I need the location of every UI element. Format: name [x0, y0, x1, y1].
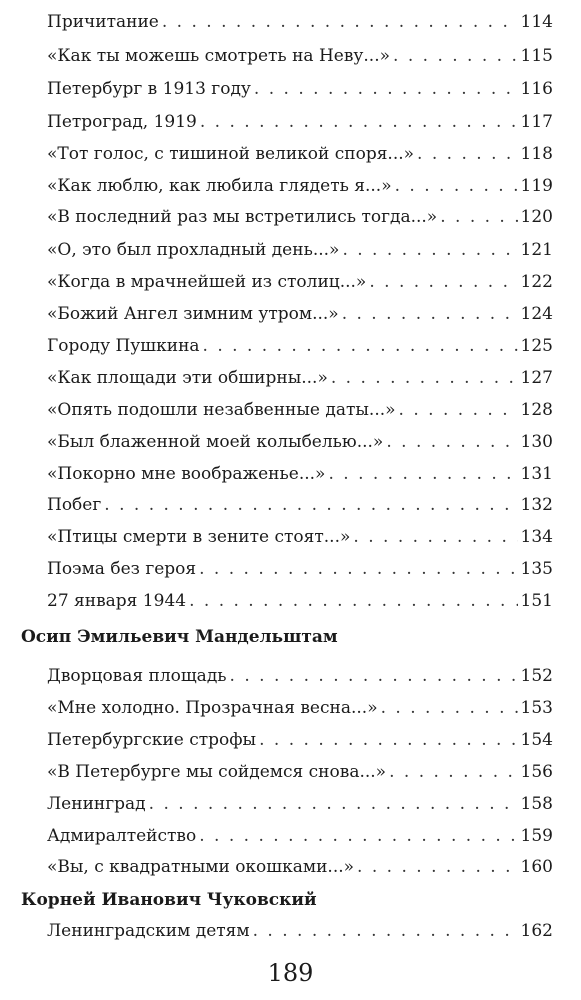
dot-leader — [357, 853, 518, 881]
dot-leader — [149, 790, 518, 818]
toc-entry — [47, 460, 553, 488]
toc-entry — [47, 917, 553, 945]
dot-leader — [342, 236, 517, 264]
toc-entry-title: «Вы, с квадратными окошками...» — [47, 857, 355, 877]
dot-leader — [417, 140, 518, 168]
toc-entry — [47, 300, 553, 328]
toc-entry — [47, 822, 553, 850]
dot-leader — [189, 587, 517, 615]
dot-leader — [353, 523, 517, 551]
toc-entry-page: 119 — [520, 176, 553, 196]
toc-entry — [47, 555, 553, 583]
toc-entry — [47, 236, 553, 264]
author-heading: Корней Иванович Чуковский — [21, 890, 317, 910]
toc-entry-title: «Тот голос, с тишиной великой споря...» — [47, 144, 415, 164]
toc-entry-page: 114 — [520, 12, 553, 32]
dot-leader — [230, 662, 518, 690]
toc-entry-page: 151 — [520, 591, 553, 611]
dot-leader — [440, 203, 517, 231]
toc-entry — [47, 140, 553, 168]
toc-entry-title: Адмиралтейство — [47, 826, 197, 846]
toc-entry-title: «В последний раз мы встретились тогда...» — [47, 207, 438, 227]
toc-entry — [47, 662, 553, 690]
toc-entry-title: «Покорно мне воображенье...» — [47, 464, 326, 484]
toc-entry — [47, 726, 553, 754]
toc-entry-page: 135 — [520, 559, 553, 579]
toc-entry-title: «Птицы смерти в зените стоят...» — [47, 527, 351, 547]
toc-entry-page: 152 — [520, 666, 553, 686]
toc-entry-page: 121 — [520, 240, 553, 260]
toc-entry-page: 125 — [520, 336, 553, 356]
toc-entry-title: «Был блаженной моей колыбелью...» — [47, 432, 384, 452]
toc-entry — [47, 790, 553, 818]
toc-entry — [47, 428, 553, 456]
dot-leader — [331, 364, 518, 392]
dot-leader — [389, 758, 517, 786]
dot-leader — [253, 917, 518, 945]
dot-leader — [254, 75, 518, 103]
dot-leader — [393, 42, 518, 70]
toc-entry-title: «Когда в мрачнейшей из столиц...» — [47, 272, 367, 292]
toc-entry-title: «О, это был прохладный день...» — [47, 240, 340, 260]
toc-entry-title: Дворцовая площадь — [47, 666, 227, 686]
toc-entry — [47, 75, 553, 103]
toc-entry — [47, 8, 553, 36]
toc-entry-page: 115 — [520, 46, 553, 66]
toc-entry — [47, 523, 553, 551]
dot-leader — [342, 300, 518, 328]
toc-entry-page: 124 — [520, 304, 553, 324]
toc-entry-page: 132 — [520, 495, 553, 515]
dot-leader — [162, 8, 518, 36]
toc-entry — [47, 396, 553, 424]
dot-leader — [395, 172, 518, 200]
dot-leader — [200, 108, 518, 136]
toc-entry — [47, 172, 553, 200]
toc-entry — [47, 694, 553, 722]
dot-leader — [328, 460, 517, 488]
toc-entry-title: Поэма без героя — [47, 559, 197, 579]
toc-entry-title: «Как люблю, как любила глядеть я...» — [47, 176, 392, 196]
toc-entry — [47, 268, 553, 296]
toc-entry-title: Ленинград — [47, 794, 146, 814]
dot-leader — [386, 428, 517, 456]
toc-entry-title: Петроград, 1919 — [47, 112, 197, 132]
toc-entry-title: «Как площади эти обширны...» — [47, 368, 328, 388]
toc-entry-page: 159 — [520, 826, 553, 846]
toc-entry — [47, 108, 553, 136]
toc-entry-page: 128 — [520, 400, 553, 420]
toc-entry-page: 127 — [520, 368, 553, 388]
toc-entry-title: Петербург в 1913 году — [47, 79, 251, 99]
toc-entry — [47, 42, 553, 70]
toc-entry-page: 158 — [520, 794, 553, 814]
toc-entry-title: Ленинградским детям — [47, 921, 250, 941]
toc-entry-title: «Как ты можешь смотреть на Неву...» — [47, 46, 391, 66]
toc-entry-title: Петербургские строфы — [47, 730, 257, 750]
toc-entry-title: «Опять подошли незабвенные даты...» — [47, 400, 396, 420]
toc-entry — [47, 491, 553, 519]
toc-entry-page: 118 — [520, 144, 553, 164]
toc-entry-page: 130 — [520, 432, 553, 452]
dot-leader — [369, 268, 517, 296]
toc-entry-page: 116 — [520, 79, 553, 99]
toc-entry — [47, 587, 553, 615]
toc-entry-title: Городу Пушкина — [47, 336, 200, 356]
toc-entry-page: 122 — [520, 272, 553, 292]
toc-entry-title: «Мне холодно. Прозрачная весна...» — [47, 698, 378, 718]
toc-entry-page: 160 — [520, 857, 553, 877]
dot-leader — [259, 726, 517, 754]
toc-entry-title: «Божий Ангел зимним утром...» — [47, 304, 339, 324]
toc-entry — [47, 203, 553, 231]
toc-entry — [47, 853, 553, 881]
toc-entry-page: 153 — [520, 698, 553, 718]
author-heading: Осип Эмильевич Мандельштам — [21, 627, 338, 647]
dot-leader — [199, 822, 517, 850]
toc-entry-page: 120 — [520, 207, 553, 227]
toc-entry-title: Причитание — [47, 12, 159, 32]
toc-entry — [47, 332, 553, 360]
toc-entry-page: 134 — [520, 527, 553, 547]
dot-leader — [203, 332, 518, 360]
toc-entry-page: 117 — [520, 112, 553, 132]
toc-entry-page: 162 — [520, 921, 553, 941]
toc-entry-page: 156 — [520, 762, 553, 782]
dot-leader — [399, 396, 518, 424]
toc-entry — [47, 758, 553, 786]
dot-leader — [199, 555, 517, 583]
page-number: 189 — [267, 959, 314, 987]
toc-entry — [47, 364, 553, 392]
dot-leader — [104, 491, 517, 519]
toc-entry-title: Побег — [47, 495, 102, 515]
toc-entry-title: 27 января 1944 — [47, 591, 187, 611]
toc-entry-title: «В Петербурге мы сойдемся снова...» — [47, 762, 387, 782]
toc-entry-page: 131 — [520, 464, 553, 484]
toc-entry-page: 154 — [520, 730, 553, 750]
dot-leader — [381, 694, 518, 722]
